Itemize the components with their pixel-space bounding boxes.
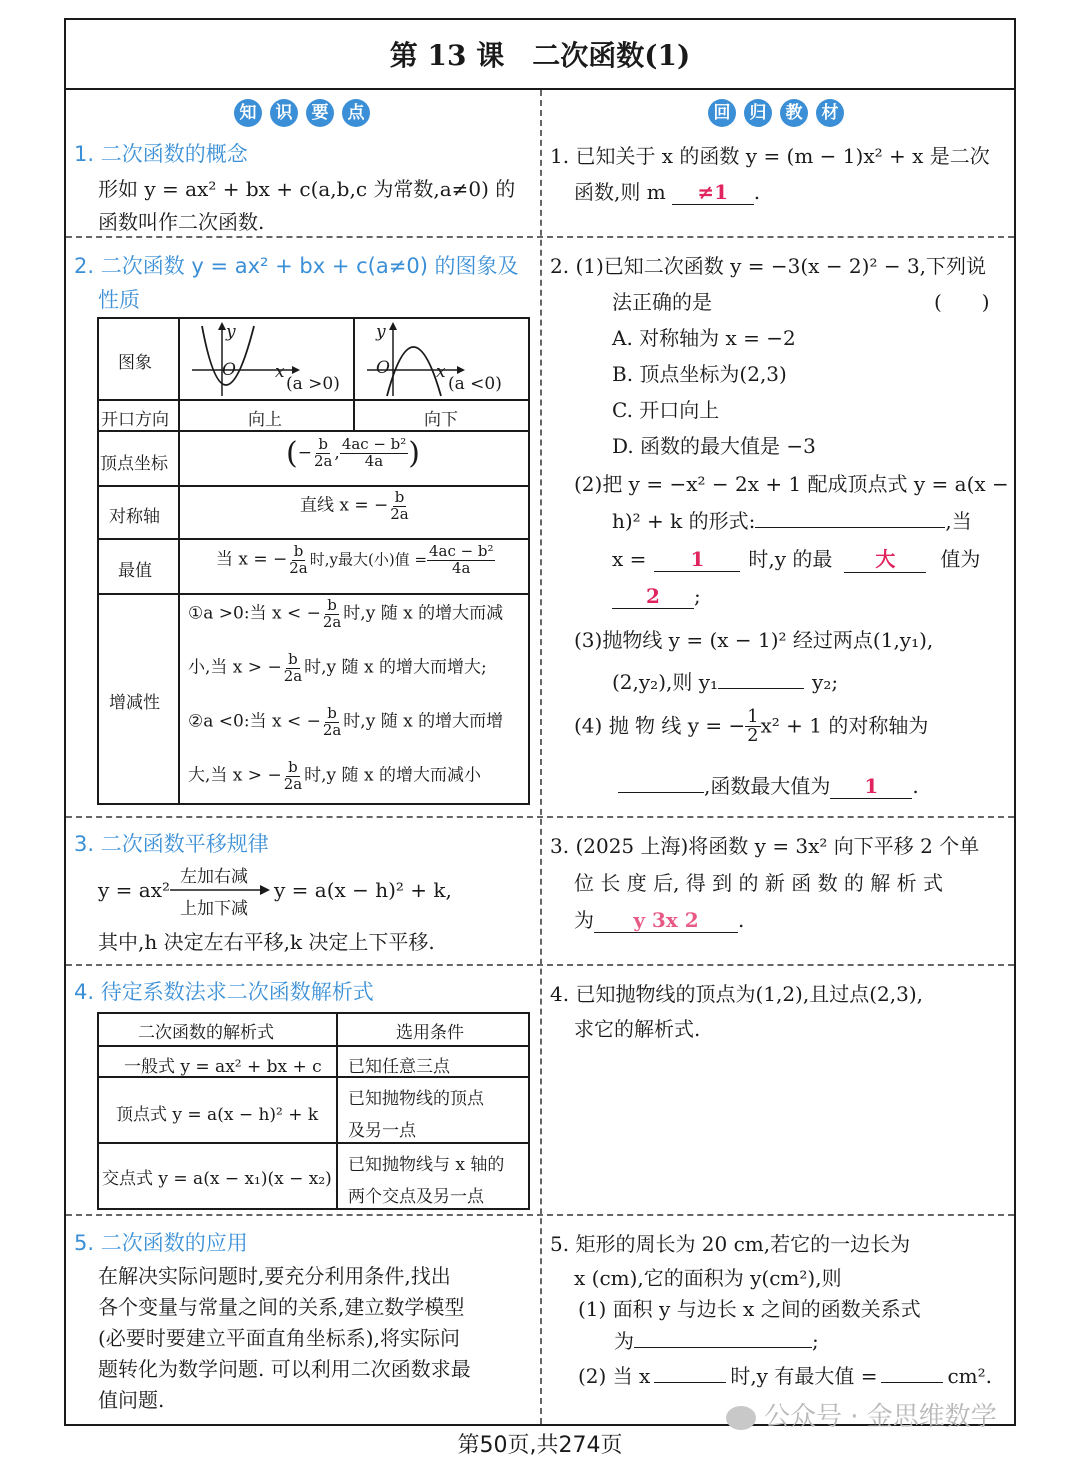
page-title: 第 13 课 二次函数(1) [389,39,691,72]
q5-line1: 5. 矩形的周长为 20 cm,若它的一边长为 [550,1232,911,1256]
row-divider-1 [66,236,1014,238]
method-r2c1: 顶点式 y = a(x − h)² + k [116,1105,319,1125]
row-label-extreme: 最值 [118,561,152,581]
graph-up-y: y [226,322,236,342]
row-label-graph: 图象 [118,353,152,373]
q1-line1: 1. 已知关于 x 的函数 y = (m − 1)x² + x 是二次 [550,144,990,168]
s3-to: y = a(x − h)² + k, [274,878,452,902]
method-col1-header: 二次函数的解析式 [138,1023,274,1043]
s3-heading: 3. 二次函数平移规律 [74,832,269,856]
props-row-line-1 [97,399,530,401]
s1-line2: 函数叫作二次函数. [98,210,265,234]
props-row-line-5 [97,593,530,595]
q3-answer: y 3x 2 [633,908,699,932]
badge-left-4: 点 [342,99,370,127]
mono-line-3: ②a <0:当 x < − $\frac{b}{2a}$ 时,y 随 x 的增大而增 [188,704,504,739]
q2-part3-line1: (3)抛物线 y = (x − 1)² 经过两点(1,y₁), [574,628,934,652]
props-col-line-2 [353,317,355,431]
props-row-line-3 [97,485,530,487]
method-r3c2b: 两个交点及另一点 [348,1187,484,1207]
q2-part2-line2: h)² + k 的形式: ,当 [612,509,972,533]
s3-from: y = ax² [98,878,170,902]
s1-heading: 1. 二次函数的概念 [74,142,248,166]
s5-line-3: (必要时要建立平面直角坐标系),将实际问 [98,1326,460,1350]
s5-line-2: 各个变量与常量之间的关系,建立数学模型 [98,1295,465,1319]
s5-line-1: 在解决实际问题时,要充分利用条件,找出 [98,1264,451,1288]
mono-line-1: ①a >0:当 x < − $\frac{b}{2a}$ 时,y 随 x 的增大而减 [188,596,504,631]
badge-right-3: 教 [780,99,808,127]
s2-heading-1: 2. 二次函数 y = ax² + bx + c(a≠0) 的图象及 [74,254,519,278]
row-divider-3 [66,964,1014,966]
method-r1c2: 已知任意三点 [348,1057,450,1077]
graph-down-o: O [376,358,390,378]
q2-option-a: A. 对称轴为 x = −2 [612,326,796,350]
badge-left-3: 要 [306,99,334,127]
q2-part2-line1: (2)把 y = −x² − 2x + 1 配成顶点式 y = a(x − [574,472,1009,496]
q2-part1-line2: 法正确的是 [612,290,712,314]
method-r1c1: 一般式 y = ax² + bx + c [124,1057,322,1077]
s5-line-5: 值问题. [98,1388,165,1412]
graph-down-y: y [376,322,386,342]
graph-down-x: x [436,362,446,382]
method-row-line-1 [97,1045,530,1047]
q2-part1-line1: 2. (1)已知二次函数 y = −3(x − 2)² − 3,下列说 [550,254,987,278]
s5-line-4: 题转化为数学问题. 可以利用二次函数求最 [98,1357,471,1381]
q2-part4-line2: ,函数最大值为 1 . [618,770,919,799]
q5-line3: (1) 面积 y 与边长 x 之间的函数关系式 [578,1297,921,1321]
q4-line2: 求它的解析式. [574,1017,701,1041]
q1-answer: ≠1 [697,180,729,204]
row-label-vertex: 顶点坐标 [100,454,168,474]
badge-left-1: 知 [234,99,262,127]
badge-left-2: 识 [270,99,298,127]
row-label-open: 开口方向 [101,410,169,430]
s4-heading: 4. 待定系数法求二次函数解析式 [74,980,374,1004]
s2-heading-2: 性质 [98,288,140,312]
q5-line2: x (cm),它的面积为 y(cm²),则 [574,1266,842,1290]
axis-formula: 直线 x = − $\frac{b}{2a}$ [300,488,409,523]
q3-line2: 位 长 度 后, 得 到 的 新 函 数 的 解 析 式 [574,871,944,895]
method-col2-header: 选用条件 [396,1023,464,1043]
row-divider-2 [66,816,1014,818]
graph-down-label: (a <0) [448,374,502,394]
q3-line3: 为 y 3x 2 . [574,908,745,932]
open-up: 向上 [248,410,282,430]
mono-line-2: 小,当 x > − $\frac{b}{2a}$ 时,y 随 x 的增大而增大; [188,650,487,685]
q2-option-b: B. 顶点坐标为(2,3) [612,362,787,386]
s3-note: 其中,h 决定左右平移,k 决定上下平移. [98,930,435,954]
page-footer: 第50页,共274页 [457,1433,623,1458]
q2-choice-paren: ( ) [934,290,990,314]
s5-heading: 5. 二次函数的应用 [74,1231,248,1255]
s3-arrow-bottom: 上加下减 [180,899,248,919]
badge-right-1: 回 [708,99,736,127]
q2-option-d: D. 函数的最大值是 −3 [612,434,816,458]
q5-line4: 为 ; [614,1329,819,1353]
s1-line1: 形如 y = ax² + bx + c(a,b,c 为常数,a≠0) 的 [98,177,516,201]
extreme-formula: 当 x = − $\frac{b}{2a}$ 时,y最大(小)值 = $\frac{\text{4ac − b²}}{4a}$ [216,542,494,577]
wechat-icon [726,1406,756,1430]
q2-part4-line1: (4) 抛 物 线 y = − $\frac{1}{2}$ x² + 1 的对称轴为 [574,707,929,747]
q5-line5: (2) 当 x 时,y 有最大值 = cm². [578,1364,993,1388]
props-row-line-4 [97,538,530,540]
open-down: 向下 [424,410,458,430]
graph-up-label: (a >0) [286,374,340,394]
s3-arrow-top: 左加右减 [180,867,248,887]
method-r2c2b: 及另一点 [348,1121,416,1141]
method-r2c2a: 已知抛物线的顶点 [348,1089,484,1109]
q3-line1: 3. (2025 上海)将函数 y = 3x² 向下平移 2 个单 [550,834,980,858]
graph-up-x: x [275,362,285,382]
row-label-axis: 对称轴 [109,507,160,527]
row-divider-4 [66,1214,1014,1216]
q2-option-c: C. 开口向上 [612,398,720,422]
watermark: 公众号 · 金思维数学 [726,1396,997,1433]
method-col-line [336,1012,338,1210]
badge-right-2: 归 [744,99,772,127]
graph-up-o: O [222,360,236,380]
props-row-line-2 [97,430,530,432]
q1-line2: 函数,则 m ≠1 . [574,180,761,204]
vertex-formula: (− $\frac{b}{2a}$ , $\frac{\text{4ac − b²}}{4a}$ ) [286,435,420,471]
column-divider [540,90,542,1424]
props-col-line-3 [178,593,180,805]
method-r3c1: 交点式 y = a(x − x₁)(x − x₂) [102,1169,332,1189]
badge-right-4: 材 [816,99,844,127]
props-col-line [178,317,180,601]
method-r3c2a: 已知抛物线与 x 轴的 [348,1155,505,1175]
method-row-line-3 [97,1142,530,1144]
q2-part3-line2: (2,y₂),则 y₁ y₂; [612,670,839,694]
q2-part2-line4: 2 ; [612,584,701,609]
q4-line1: 4. 已知抛物线的顶点为(1,2),且过点(2,3), [550,982,923,1006]
mono-line-4: 大,当 x > − $\frac{b}{2a}$ 时,y 随 x 的增大而减小 [188,758,481,793]
row-label-mono: 增减性 [109,693,160,713]
q2-part2-line3: x = 1 时,y 的最 大 值为 [612,543,980,573]
